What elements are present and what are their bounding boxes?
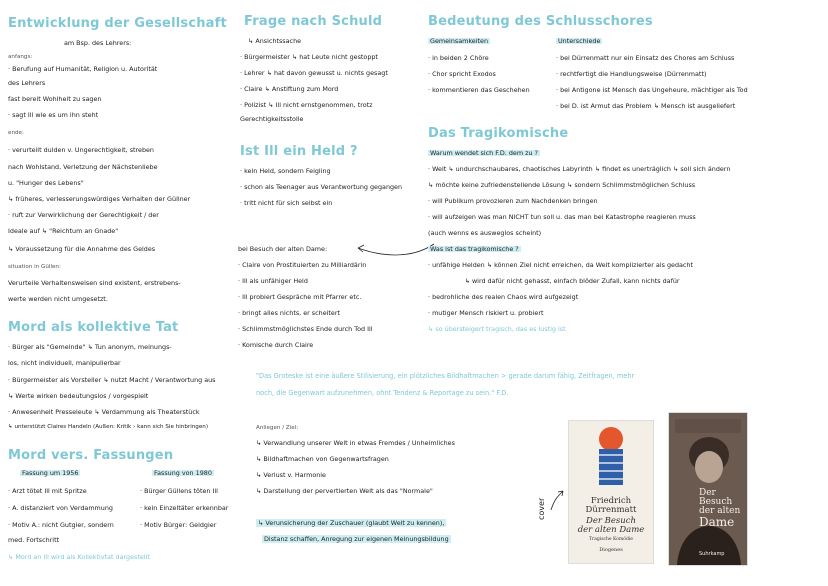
tragik-line: ↳ wird dafür nicht gehasst, einfach blöder Zufall, kann nichts dafür: [428, 277, 680, 285]
book2-publisher: Suhrkamp: [699, 551, 725, 557]
schuld-line: Gerechtigkeitsstolle: [240, 115, 304, 123]
schuld-line: ↳ Ansichtssache: [248, 37, 302, 45]
ende-line: nach Wohlstand, Verletzung der Nächstenliebe: [8, 163, 158, 171]
anliegen-conclusion: [262, 536, 451, 542]
label-anfangs: anfangs:: [8, 54, 33, 60]
held-line: · tritt nicht für sich selbst ein: [240, 199, 333, 207]
book1-subtitle: Tragische Komödie: [589, 536, 633, 542]
tragik-question-2: Was ist das tragikomische ?: [430, 245, 519, 253]
anfangs-line: · Berufung auf Humanität, Religion u. Autorität: [8, 65, 158, 73]
mord-line: · Bürger als "Gemeinde" ↳ Tun anonym, meinungs-: [8, 343, 172, 351]
besuch-line: · Claire von Prostituierten zu Milliardärin: [238, 261, 367, 269]
schuld-line: · Bürgermeister ↳ hat Leute nicht gestoppt: [240, 53, 378, 61]
fassung-left-line: med. Fortschritt: [8, 536, 60, 544]
anliegen-line: ↳ Verwandlung unserer Welt in etwas Fremdes / Unheimliches: [256, 439, 455, 447]
ende-line: Ideale auf ↳ "Reichtum an Gnade": [8, 227, 119, 235]
chor-right-line: · bei Antigone ist Mensch das Ungeheure, mächtiger als Tod: [556, 86, 748, 94]
label-ende: ende:: [8, 130, 24, 136]
chor-left-line: · in beiden 2 Chöre: [428, 54, 489, 62]
book1-title: Der Besuch: [586, 515, 636, 526]
chor-left-head: Gemeinsamkeiten: [430, 37, 489, 45]
tragik-question-1: Warum wendet sich F.D. dem zu ?: [430, 149, 538, 157]
anliegen-line: ↳ Darstellung der pervertierten Welt als das "Normale": [256, 487, 433, 495]
tragik-line: · bedrohliche des realen Chaos wird aufgezeigt: [428, 293, 579, 301]
fassung-right-line: · Motiv Bürger: Geldgier: [140, 521, 217, 529]
book-cover-diogenes: [568, 420, 654, 564]
schuld-line: · Polizist ↳ Ill nicht ernstgenommen, trotz: [240, 101, 373, 109]
book2-title4: Dame: [699, 515, 735, 529]
chor-right-line: · bei Dürrenmatt nur ein Einsatz des Chores am Schluss: [556, 54, 735, 62]
held-line: · kein Held, sondern Feigling: [240, 167, 331, 175]
tragik-line: · mutiger Mensch riskiert u. probiert: [428, 309, 544, 317]
cover-label: cover: [537, 497, 546, 520]
book1-author2: Dürrenmatt: [585, 504, 637, 515]
fassung-note: ↳ Mord an Ill wird als Kollektivtat dargestellt: [8, 553, 150, 561]
tragik-line: ↳ so übersteigert tragisch, das es lustig ist: [428, 325, 566, 333]
cover-illustration-icon: [589, 425, 633, 487]
tragik-line: · Welt ↳ undurchschaubares, chaotisches Labyrinth ↳ findet es unerträglich ↳ soll sich ändern: [428, 165, 731, 173]
tragik-line: · unfähige Helden ↳ können Ziel nicht erreichen, da Welt komplizierter als gedacht: [428, 261, 693, 269]
mord-line: · Anwesenheit Presseleute ↳ Verdammung als Theaterstück: [8, 408, 200, 416]
ende-line: ↳ früheres, verlesserungswürdiges Verhalten der Güllner: [8, 195, 191, 203]
book1-author: Friedrich: [590, 496, 632, 506]
tragik-line: ↳ möchte keine zufriedenstellende Lösung ↳ sondern Schlimmstmöglichen Schluss: [428, 181, 696, 189]
heading-schuld: Frage nach Schuld: [244, 14, 383, 29]
situation-line: Verurteile Verhaltensweisen sind existent, erstrebens-: [8, 279, 181, 287]
fassung-right-line: · kein Einzeltäter erkennbar: [140, 504, 229, 512]
ende-line: · verurteilt dulden v. Ungerechtigkeit, streben: [8, 146, 154, 154]
situation-line: werte werden nicht umgesetzt.: [8, 295, 108, 303]
heading-schlusschor: Bedeutung des Schlusschores: [428, 14, 653, 29]
curved-arrow-icon: [350, 230, 440, 260]
tragik-line: · will Publikum provozieren zum Nachdenken bringen: [428, 197, 598, 205]
besuch-line: · bringt alles nichts, er scheitert: [238, 309, 340, 317]
heading-mord-kollektiv: Mord als kollektive Tat: [8, 320, 179, 335]
chor-left-line: · kommentieren das Geschehen: [428, 86, 530, 94]
fassung-left-line: · Motiv A.: nicht Gutgier, sondern: [8, 521, 114, 529]
tragik-line: (auch wenns es ausweglos scheint): [428, 229, 542, 237]
book2-title3: der alten: [699, 506, 741, 516]
fassung-right-line: · Bürger Güllens töten Ill: [140, 487, 218, 495]
ende-line: · ruft zur Verwirklichung der Gerechtigkeit / der: [8, 211, 159, 219]
besuch-line: · Ill probiert Gespräche mit Pfarrer etc.: [238, 293, 362, 301]
anliegen-conclusion-line: ↳ Verunsicherung der Zuschauer (glaubt Welt zu kennen),: [258, 519, 445, 527]
fassung-left-head: Fassung um 1956: [22, 469, 79, 477]
heading-held: Ist Ill ein Held ?: [240, 144, 358, 159]
heading-fassungen: Mord vers. Fassungen: [8, 448, 174, 463]
chor-right-head: Unterschiede: [558, 37, 601, 45]
fassung-right-head: Fassung von 1980: [154, 469, 212, 477]
anliegen-conclusion-line: Distanz schaffen, Anregung zur eigenen Meinungsbildung: [264, 535, 449, 543]
anliegen-conclusion: [256, 520, 446, 526]
chor-right-line: · bei D. ist Armut das Problem ↳ Mensch ist ausgeliefert: [556, 102, 736, 110]
tragik-line: · will aufzeigen was man NICHT tun soll u. das man bei Katastrophe reagieren muss: [428, 213, 696, 221]
anfangs-line: · sagt Ill wie es um ihn steht: [8, 111, 99, 119]
book2-title2: Besuch: [699, 497, 733, 507]
besuch-line: · Schlimmstmöglichstes Ende durch Tod Ill: [238, 325, 373, 333]
ende-line: ↳ Voraussetzung für die Annahme des Geldes: [8, 245, 156, 253]
besuch-label: bei Besuch der alten Dame:: [238, 245, 328, 253]
besuch-line: · Komische durch Claire: [238, 341, 314, 349]
arrow-icon: [548, 488, 566, 512]
anfangs-line: fast bereit Wohlheit zu sagen: [8, 95, 102, 103]
book-cover-suhrkamp: [668, 412, 748, 566]
mord-line: los, nicht individuell, manipulierbar: [8, 359, 121, 367]
heading-entwicklung: Entwicklung der Gesellschaft: [8, 16, 227, 31]
anliegen-line: ↳ Bildhaftmachen von Gegenwartsfragen: [256, 455, 389, 463]
quote-line: "Das Groteske ist eine äußere Stilisierung, ein plötzliches Bildhaftmachen > gerade darum fähig, Zeitfragen, mehr: [256, 372, 635, 380]
quote-line: noch, die Gegenwart aufzunehmen, ohnt Tendenz & Reportage zu sein." F.D.: [256, 389, 509, 397]
label-situation: situation in Güllen:: [8, 264, 61, 270]
book2-title1: Der: [699, 488, 716, 498]
chor-left-line: · Chor spricht Exodos: [428, 70, 496, 78]
held-line: · schon als Teenager aus Verantwortung gegangen: [240, 183, 403, 191]
schuld-line: · Claire ↳ Anstiftung zum Mord: [240, 85, 339, 93]
anliegen-line: ↳ Verlust v. Harmonie: [256, 471, 326, 479]
anfangs-line: des Lehrers: [8, 79, 46, 87]
heading-tragikomisch: Das Tragikomische: [428, 126, 569, 141]
book1-title2: der alten Dame: [577, 524, 645, 535]
fassung-left-line: · A. distanziert von Verdammung: [8, 504, 113, 512]
besuch-line: · Ill als unfähiger Held: [238, 277, 308, 285]
mord-line: · Bürgermeister als Vorsteller ↳ nutzt Macht / Verantwortung aus: [8, 376, 216, 384]
ende-line: u. "Hunger des Lebens": [8, 179, 84, 187]
chor-right-line: · rechtfertigt die Handlungsweise (Dürrenmatt): [556, 70, 707, 78]
book1-publisher: Diogenes: [599, 547, 623, 554]
mord-line: ↳ Werte wirken bedeutungslos / vorgespielt: [8, 392, 149, 400]
subtitle-lehrer: am Bsp. des Lehrers:: [64, 39, 132, 47]
fassung-left-line: · Arzt tötet Ill mit Spritze: [8, 487, 87, 495]
anliegen-label: Anliegen / Ziel:: [256, 425, 299, 431]
schuld-line: · Lehrer ↳ hat davon gewusst u. nichts gesagt: [240, 69, 388, 77]
mord-line: ↳ unterstützt Claires Handeln (Außen: Kritik › kann sich Sie hinbringen): [8, 424, 209, 430]
